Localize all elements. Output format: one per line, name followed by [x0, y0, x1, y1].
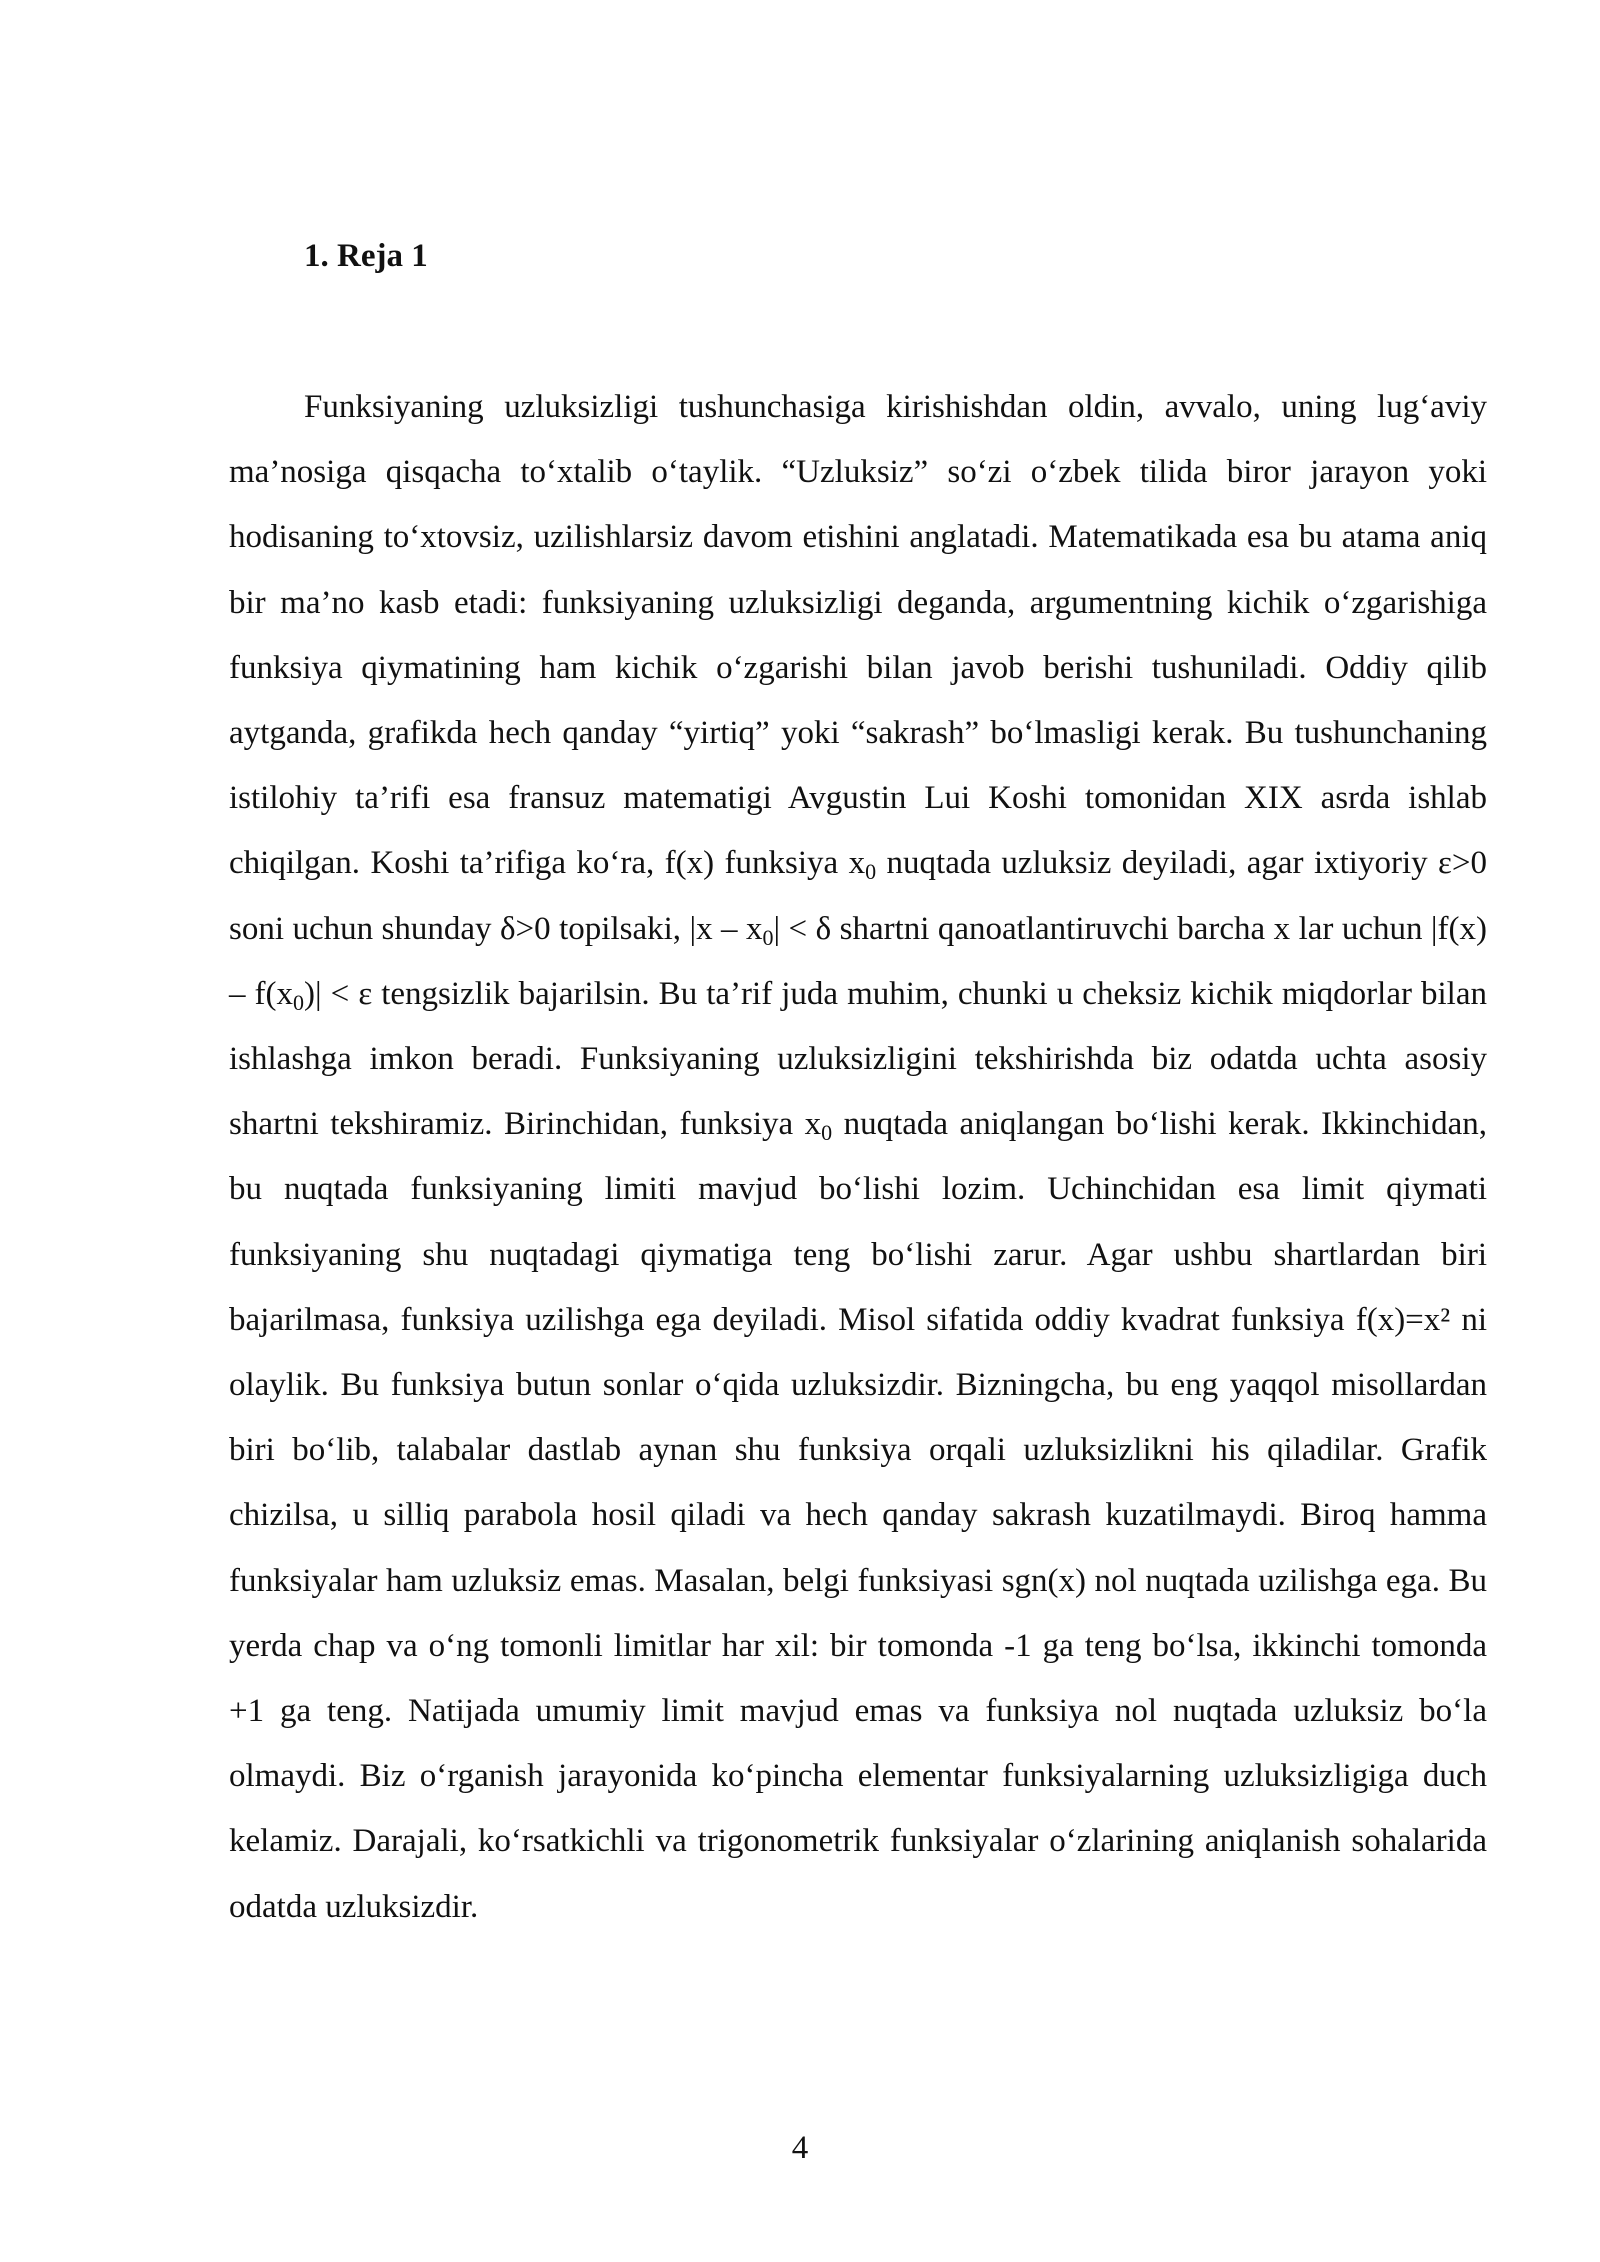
- subscript-zero: 0: [865, 859, 877, 885]
- page-number: 4: [791, 2130, 809, 2166]
- paragraph-text-3: | < δ shartni qanoatlantiruvchi barcha x lar uchun |f(x) – f(x: [229, 910, 1487, 1012]
- paragraph-text-1: Funksiyaning uzluksizligi tushunchasiga kirishishdan oldin, avvalo, uning lug‘aviy ma’nosiga qisqacha to‘xtalib o‘taylik. “Uzluksiz” so‘zi o‘zbek tilida biror jarayon yoki hodisaning to‘xtovsiz, uzilishlarsiz davom etishini anglatadi. Matematikada esa bu atama aniq bir ma’no kasb etadi: funksiyaning uzluksizligi deganda, argumentning kichik o‘zgarishiga funksiya qiymatining ham kichik o‘zgarishi bilan javob berishi tushuniladi. Oddiy qilib aytganda, grafikda hech qanday “yirtiq” yoki “sakrash” bo‘lmasligi kerak. Bu tushunchaning istilohiy ta’rifi esa fransuz matematigi Avgustin Lui Koshi tomonidan XIX asrda ishlab chiqilgan. Koshi ta’rifiga ko‘ra, f(x) funksiya x: [229, 389, 1487, 882]
- paragraph-text-5: nuqtada aniqlangan bo‘lishi kerak. Ikkinchidan, bu nuqtada funksiyaning limiti mavjud bo‘lishi lozim. Uchinchidan esa limit qiymati funksiyaning shu nuqtadagi qiymatiga teng bo‘lishi zarur. Agar ushbu shartlardan biri bajarilmasa, funksiya uzilishga ega deyiladi. Misol sifatida oddiy kvadrat funksiya f(x)=x² ni olaylik. Bu funksiya butun sonlar o‘qida uzluksizdir. Bizningcha, bu eng yaqqol misollardan biri bo‘lib, talabalar dastlab aynan shu funksiya orqali uzluksizlikni his qiladilar. Grafik chizilsa, u silliq parabola hosil qiladi va hech qanday sakrash kuzatilmaydi. Biroq hamma funksiyalar ham uzluksiz emas. Masalan, belgi funksiyasi sgn(x) nol nuqtada uzilishga ega. Bu yerda chap va o‘ng tomonli limitlar har xil: bir tomonda -1 ga teng bo‘lsa, ikkinchi tomonda +1 ga teng. Natijada umumiy limit mavjud emas va funksiya nol nuqtada uzluksiz bo‘la olmaydi. Biz o‘rganish jarayonida ko‘pincha elementar funksiyalarning uzluksizligiga duch kelamiz. Darajali, ko‘rsatkichli va trigonometrik funksiyalar o‘zlarining aniqlanish sohalarida odatda uzluksizdir.: [229, 1106, 1487, 1925]
- paragraph-text-2: nuqtada uzluksiz deyiladi, agar ixtiyoriy ε>0 soni uchun shunday δ>0 topilsaki, |x – x: [229, 845, 1487, 947]
- subscript-zero: 0: [762, 924, 774, 950]
- body-paragraph: [229, 375, 1487, 1940]
- section-heading: 1. Reja 1: [304, 238, 428, 274]
- subscript-zero: 0: [821, 1120, 833, 1146]
- subscript-zero: 0: [293, 989, 305, 1015]
- paragraph-text-4: )| < ε tengsizlik bajarilsin. Bu ta’rif juda muhim, chunki u cheksiz kichik miqdorlar bilan ishlashga imkon beradi. Funksiyaning uzluksizligini tekshirishda biz odatda uchta asosiy shartni tekshiramiz. Birinchidan, funksiya x: [229, 975, 1487, 1143]
